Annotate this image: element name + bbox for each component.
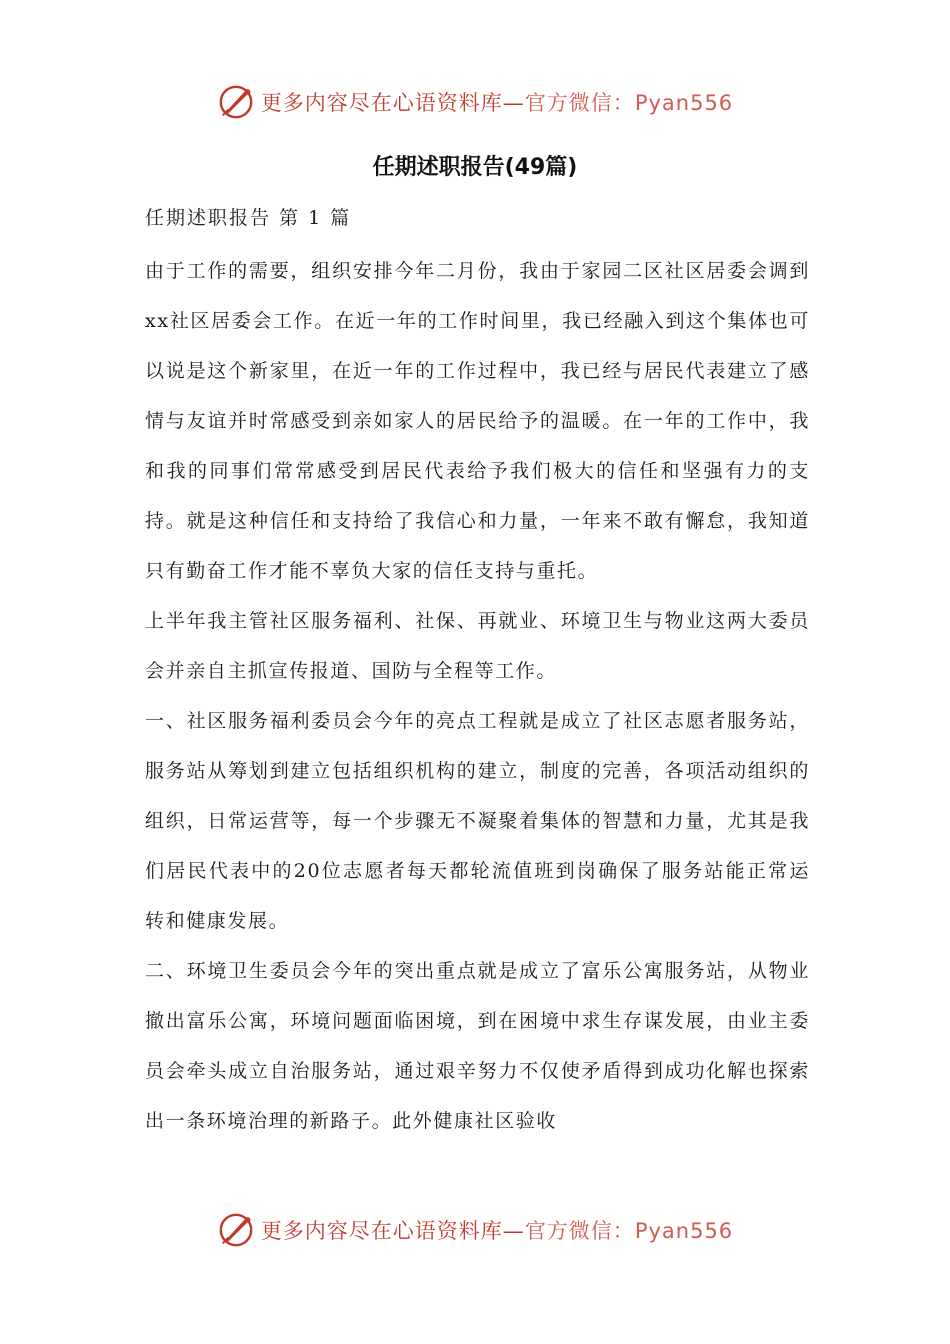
watermark-banner-top <box>0 80 950 124</box>
watermark-wechat-label: 官方微信： <box>524 91 635 115</box>
document-subtitle: 任期述职报告 第 1 篇 <box>145 207 352 229</box>
body-paragraph: 一、社区服务福利委员会今年的亮点工程就是成立了社区志愿者服务站，服务站从筹划到建立包括组织机构的建立，制度的完善，各项活动组织的组织，日常运营等，每一个步骤无不凝聚着集体的智慧和力量，尤其是我们居民代表中的20位志愿者每天都轮流值班到岗确保了服务站能正常运转和健康发展。 <box>145 710 810 932</box>
body-paragraph: 上半年我主管社区服务福利、社保、再就业、环境卫生与物业这两大委员会并亲自主抓宣传报道、国防与全程等工作。 <box>145 610 810 682</box>
watermark-banner-bottom <box>0 1208 950 1252</box>
watermark-wechat-label: 官方微信： <box>524 1219 635 1243</box>
body-paragraph: 二、环境卫生委员会今年的突出重点就是成立了富乐公寓服务站，从物业撤出富乐公寓，环境问题面临困境，到在困境中求生存谋发展，由业主委员会牵头成立自治服务站，通过艰辛努力不仅使矛盾得到成功化解也探索出一条环境治理的新路子。此外健康社区验收 <box>145 960 810 1132</box>
watermark-text: 更多内容尽在心语资料库—官方微信：Pyan556 <box>260 1219 734 1243</box>
quill-logo-icon <box>217 1211 255 1249</box>
document-title: 任期述职报告(49篇) <box>372 155 578 180</box>
watermark-wechat-id: Pyan556 <box>634 1219 734 1243</box>
watermark-text: 更多内容尽在心语资料库—官方微信：Pyan556 <box>260 91 734 115</box>
watermark-wechat-id: Pyan556 <box>634 91 734 115</box>
document-body <box>145 246 810 1146</box>
quill-logo-icon <box>217 83 255 121</box>
body-paragraph: 由于工作的需要，组织安排今年二月份，我由于家园二区社区居委会调到xx社区居委会工作。在近一年的工作时间里，我已经融入到这个集体也可以说是这个新家里，在近一年的工作过程中，我已经与居民代表建立了感情与友谊并时常感受到亲如家人的居民给予的温暖。在一年的工作中，我和我的同事们常常感受到居民代表给予我们极大的信任和坚强有力的支持。就是这种信任和支持给了我信心和力量，一年来不敢有懈怠，我知道只有勤奋工作才能不辜负大家的信任支持与重托。 <box>145 260 810 582</box>
